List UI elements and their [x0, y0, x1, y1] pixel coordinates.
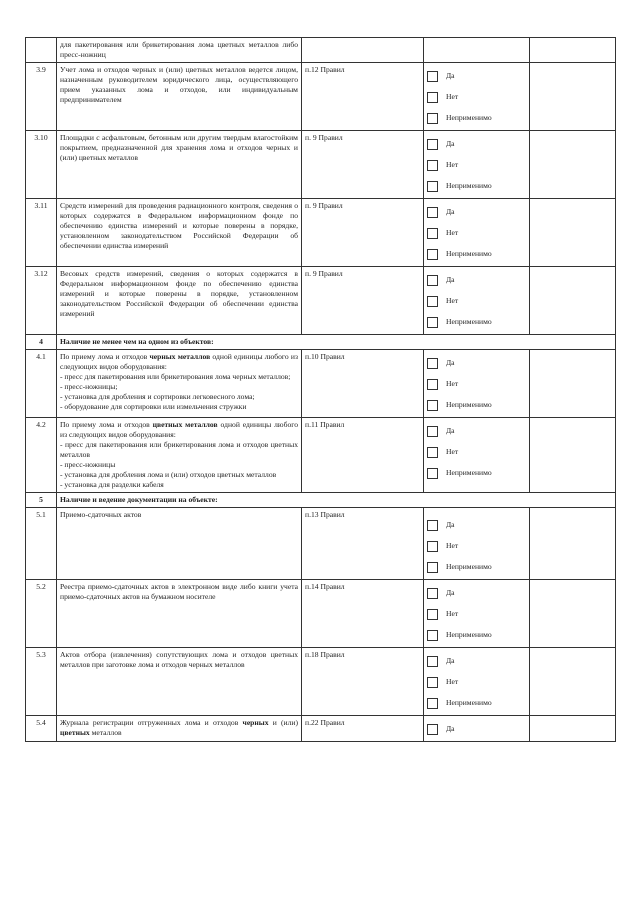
answer-option-label: Да — [446, 139, 455, 148]
answer-option[interactable] — [427, 353, 526, 373]
answer-options — [424, 131, 530, 199]
answer-checkbox[interactable] — [427, 609, 438, 620]
requirement-text: Площадки с асфальтовым, бетонным или другим твердым влагостойким покрытием, предназначенной для хранения лома и отходов черных и (или) цветных металлов — [60, 133, 298, 162]
answer-options — [424, 38, 530, 63]
answer-option-label: Нет — [446, 296, 459, 305]
legal-reference — [302, 508, 424, 580]
row-number — [26, 350, 57, 418]
requirement-text-part: черных — [242, 718, 269, 727]
answer-options — [424, 63, 530, 131]
row-number — [26, 199, 57, 267]
requirement-cell — [57, 38, 302, 63]
answer-option[interactable] — [427, 134, 526, 154]
notes-cell — [530, 350, 616, 418]
answer-option-label: Нет — [446, 160, 459, 169]
requirement-cell — [57, 716, 302, 742]
answer-option[interactable] — [427, 374, 526, 394]
requirement-text: Приемо-сдаточных актов — [60, 510, 142, 519]
answer-option[interactable] — [427, 672, 526, 692]
requirement-cell — [57, 350, 302, 418]
answer-option-label: Да — [446, 656, 455, 665]
legal-reference — [302, 267, 424, 335]
notes-cell — [530, 131, 616, 199]
legal-reference-text: п. 9 Правил — [305, 269, 343, 278]
answer-option-label: Да — [446, 358, 455, 367]
section-title — [57, 335, 616, 350]
answer-checkbox[interactable] — [427, 426, 438, 437]
answer-option-label: Неприменимо — [446, 630, 492, 639]
answer-option-label: Да — [446, 520, 455, 529]
answer-checkbox[interactable] — [427, 698, 438, 709]
checklist-row — [26, 199, 616, 267]
answer-options — [424, 199, 530, 267]
checklist-row — [26, 38, 616, 63]
requirement-text: для пакетирования или брикетирования лома цветных металлов либо пресс-ножниц — [60, 40, 298, 59]
legal-reference-text: п.18 Правил — [305, 650, 345, 659]
answer-options — [424, 648, 530, 716]
answer-option-label: Неприменимо — [446, 400, 492, 409]
section-title-text: Наличие и ведение документации на объекте: — [60, 495, 218, 504]
notes-cell — [530, 716, 616, 742]
row-number — [26, 716, 57, 742]
answer-option-label: Нет — [446, 677, 459, 686]
requirement-text: Реестра приемо-сдаточных актов в электронном виде либо книги учета приемо-сдаточных актов на бумажном носителе — [60, 582, 298, 601]
row-number — [26, 508, 57, 580]
legal-reference-text: п. 9 Правил — [305, 133, 343, 142]
answer-options — [424, 418, 530, 493]
answer-option[interactable] — [427, 87, 526, 107]
answer-option[interactable] — [427, 66, 526, 86]
answer-option[interactable] — [427, 270, 526, 290]
answer-checkbox[interactable] — [427, 249, 438, 260]
answer-checkbox[interactable] — [427, 562, 438, 573]
row-number — [26, 267, 57, 335]
row-number-text: 5.4 — [36, 718, 46, 727]
answer-option-label: Нет — [446, 541, 459, 550]
legal-reference-text: п.11 Правил — [305, 420, 345, 429]
requirement-text-part: цветных металлов — [152, 420, 218, 429]
legal-reference-text: п.22 Правил — [305, 718, 345, 727]
notes-cell — [530, 580, 616, 648]
row-number — [26, 418, 57, 493]
requirement-list-item: - пресс для пакетирования или брикетирования лома и отходов цветных металлов — [60, 440, 298, 459]
notes-cell — [530, 267, 616, 335]
row-number-text: 4.1 — [36, 352, 46, 361]
answer-checkbox[interactable] — [427, 379, 438, 390]
requirement-cell — [57, 508, 302, 580]
row-number — [26, 580, 57, 648]
answer-checkbox[interactable] — [427, 160, 438, 171]
answer-option-label: Да — [446, 275, 455, 284]
requirement-text: Учет лома и отходов черных и (или) цветных металлов ведется лицом, назначенным руководителем юридического лица, осуществляющего прием указанных лома и отходов, или индивидуальным предпринимателем — [60, 65, 298, 104]
answer-checkbox[interactable] — [427, 317, 438, 328]
answer-checkbox[interactable] — [427, 296, 438, 307]
notes-cell — [530, 63, 616, 131]
requirement-text-part: цветных — [60, 728, 90, 737]
answer-option-label: Неприменимо — [446, 249, 492, 258]
requirement-list-item: - пресс для пакетирования или брикетирования лома черных металлов; — [60, 372, 291, 381]
row-number — [26, 131, 57, 199]
legal-reference-text: п. 9 Правил — [305, 201, 343, 210]
notes-cell — [530, 418, 616, 493]
answer-checkbox[interactable] — [427, 447, 438, 458]
requirement-text: Актов отбора (извлечения) сопутствующих лома и отходов цветных металлов при заготовке лома и отходов черных металлов — [60, 650, 298, 669]
answer-option-label: Неприменимо — [446, 181, 492, 190]
checklist-row — [26, 418, 616, 493]
answer-options — [424, 580, 530, 648]
row-number-text: 5 — [39, 495, 43, 504]
checklist-row — [26, 580, 616, 648]
legal-reference — [302, 63, 424, 131]
answer-checkbox[interactable] — [427, 139, 438, 150]
row-number — [26, 63, 57, 131]
legal-reference — [302, 131, 424, 199]
requirement-list-item: - установка для разделки кабеля — [60, 480, 164, 489]
requirement-text-part: и (или) — [268, 718, 298, 727]
answer-option-label: Неприменимо — [446, 698, 492, 707]
row-number — [26, 648, 57, 716]
legal-reference — [302, 716, 424, 742]
requirement-cell — [57, 580, 302, 648]
row-number-text: 4 — [39, 337, 43, 346]
row-number — [26, 335, 57, 350]
answer-option-label: Да — [446, 426, 455, 435]
answer-option-label: Нет — [446, 379, 459, 388]
requirement-text-part: одной единицы любого из следующих видов оборудования: — [60, 420, 298, 439]
row-number — [26, 493, 57, 508]
section-row — [26, 493, 616, 508]
answer-option[interactable] — [427, 223, 526, 243]
checklist-row — [26, 350, 616, 418]
row-number-text: 5.3 — [36, 650, 46, 659]
answer-option-label: Неприменимо — [446, 113, 492, 122]
requirement-cell — [57, 199, 302, 267]
legal-reference-text: п.13 Правил — [305, 510, 345, 519]
answer-option[interactable] — [427, 463, 526, 483]
answer-checkbox[interactable] — [427, 724, 438, 735]
answer-checkbox[interactable] — [427, 520, 438, 531]
answer-options — [424, 350, 530, 418]
row-number-text: 3.10 — [34, 133, 48, 142]
answer-option[interactable] — [427, 442, 526, 462]
requirement-cell — [57, 418, 302, 493]
requirement-list-item: - пресс-ножницы; — [60, 382, 118, 391]
notes-cell — [530, 199, 616, 267]
legal-reference — [302, 418, 424, 493]
answer-checkbox[interactable] — [427, 228, 438, 239]
row-number-text: 3.9 — [36, 65, 46, 74]
answer-option-label: Неприменимо — [446, 468, 492, 477]
requirement-cell — [57, 63, 302, 131]
legal-reference — [302, 648, 424, 716]
answer-checkbox[interactable] — [427, 656, 438, 667]
answer-checkbox[interactable] — [427, 181, 438, 192]
answer-option-label: Нет — [446, 92, 459, 101]
answer-option-label: Неприменимо — [446, 562, 492, 571]
legal-reference — [302, 199, 424, 267]
checklist-row — [26, 131, 616, 199]
checklist-row — [26, 716, 616, 742]
legal-reference — [302, 580, 424, 648]
legal-reference-text: п.12 Правил — [305, 65, 345, 74]
row-number-text: 5.2 — [36, 582, 46, 591]
answer-checkbox[interactable] — [427, 358, 438, 369]
requirement-text-part: черных металлов — [149, 352, 211, 361]
answer-option-label: Нет — [446, 609, 459, 618]
answer-option[interactable] — [427, 108, 526, 128]
legal-reference — [302, 38, 424, 63]
answer-checkbox[interactable] — [427, 588, 438, 599]
answer-option[interactable] — [427, 557, 526, 577]
answer-options — [424, 716, 530, 742]
answer-option[interactable] — [427, 395, 526, 415]
answer-checkbox[interactable] — [427, 113, 438, 124]
answer-checkbox[interactable] — [427, 468, 438, 479]
legal-reference-text: п.10 Правил — [305, 352, 345, 361]
row-number-text: 3.12 — [34, 269, 48, 278]
requirement-text-part: металлов — [89, 728, 122, 737]
requirement-list-item: - установка для дробления лома и (или) отходов цветных металлов — [60, 470, 277, 479]
notes-cell — [530, 38, 616, 63]
row-number-text: 4.2 — [36, 420, 46, 429]
requirement-cell — [57, 648, 302, 716]
answer-option-label: Нет — [446, 447, 459, 456]
answer-option[interactable] — [427, 244, 526, 264]
requirement-text: Средств измерений для проведения радиационного контроля, сведения о которых содержатся в Федеральном информационном фонде по обеспечению единства измерений и которые поверены в порядке, установленном законодательством Российской Федерации об обеспечении единства измерений — [60, 201, 298, 250]
checklist-row — [26, 267, 616, 335]
requirement-text-part: Журнала регистрации отгруженных лома и отходов — [60, 718, 243, 727]
requirement-cell — [57, 267, 302, 335]
answer-checkbox[interactable] — [427, 71, 438, 82]
answer-checkbox[interactable] — [427, 400, 438, 411]
legal-reference-text: п.14 Правил — [305, 582, 345, 591]
checklist-body — [26, 38, 616, 742]
answer-options — [424, 508, 530, 580]
answer-option-label: Нет — [446, 228, 459, 237]
answer-option[interactable] — [427, 651, 526, 671]
answer-option[interactable] — [427, 312, 526, 332]
requirement-list-item: - пресс-ножницы — [60, 460, 116, 469]
answer-option[interactable] — [427, 202, 526, 222]
requirement-text: Весовых средств измерений, сведения о которых содержатся в Федеральном информационном фонде по обеспечению единства измерений и которые поверены в порядке, установленном законодательством Российской Федерации об обеспечении единства измерений — [60, 269, 298, 318]
answer-option[interactable] — [427, 536, 526, 556]
answer-option[interactable] — [427, 515, 526, 535]
requirement-text-part: По приему лома и отходов — [60, 352, 150, 361]
section-row — [26, 335, 616, 350]
answer-checkbox[interactable] — [427, 275, 438, 286]
answer-option[interactable] — [427, 583, 526, 603]
row-number — [26, 38, 57, 63]
answer-option-label: Да — [446, 71, 455, 80]
answer-checkbox[interactable] — [427, 92, 438, 103]
answer-checkbox[interactable] — [427, 541, 438, 552]
checklist-row — [26, 63, 616, 131]
legal-reference — [302, 350, 424, 418]
answer-option[interactable] — [427, 604, 526, 624]
requirement-cell — [57, 131, 302, 199]
requirement-text-part: одной единицы любого из следующих видов оборудования: — [60, 352, 298, 371]
section-title-text: Наличие не менее чем на одном из объектов: — [60, 337, 214, 346]
answer-option[interactable] — [427, 421, 526, 441]
checklist-row — [26, 648, 616, 716]
requirement-list-item: - установка для дробления и сортировки легковесного лома; — [60, 392, 255, 401]
checklist-row — [26, 508, 616, 580]
answer-option[interactable] — [427, 155, 526, 175]
answer-option[interactable] — [427, 291, 526, 311]
answer-option[interactable] — [427, 693, 526, 713]
row-number-text: 5.1 — [36, 510, 46, 519]
requirement-list-item: - оборудование для сортировки или измельчения стружки — [60, 402, 247, 411]
requirement-text-part: По приему лома и отходов — [60, 420, 153, 429]
answer-option-label: Да — [446, 588, 455, 597]
answer-options — [424, 267, 530, 335]
answer-option[interactable] — [427, 719, 526, 739]
answer-option[interactable] — [427, 176, 526, 196]
notes-cell — [530, 648, 616, 716]
answer-checkbox[interactable] — [427, 207, 438, 218]
answer-option-label: Да — [446, 724, 455, 733]
section-title — [57, 493, 616, 508]
row-number-text: 3.11 — [34, 201, 48, 210]
checklist-table — [25, 37, 616, 742]
answer-checkbox[interactable] — [427, 630, 438, 641]
answer-option-label: Неприменимо — [446, 317, 492, 326]
answer-option-label: Да — [446, 207, 455, 216]
notes-cell — [530, 508, 616, 580]
answer-checkbox[interactable] — [427, 677, 438, 688]
answer-option[interactable] — [427, 625, 526, 645]
